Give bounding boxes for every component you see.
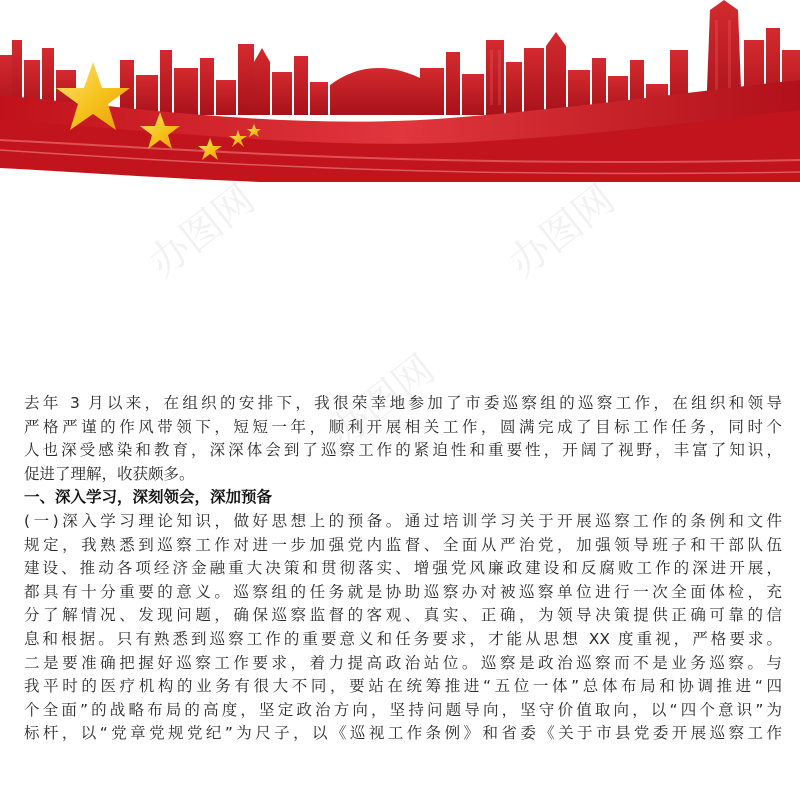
paragraph-line: 我平时的医疗机构的业务有很大不同，要站在统筹推进“五位一体”总体布局和协调推进“四 [24, 677, 782, 696]
paragraph-line: 分了解情况、发现问题，确保巡察监督的客观、真实、正确，为领导决策提供正确可靠的信 [24, 606, 782, 625]
header-banner [0, 0, 800, 190]
paragraph-line: 建设、推动各项经济金融重大决策和贯彻落实、增强党风廉政建设和反腐败工作的深进开展， [24, 559, 782, 578]
watermark: 办图网 [140, 176, 264, 287]
paragraph-line: 息和根据。只有熟悉到巡察工作的重要意义和任务要求，才能从思想 XX 度重视，严格要求。 [24, 629, 782, 648]
paragraph-line: 都具有十分重要的意义。巡察组的任务就是协助巡察办对被巡察单位进行一次全面体检，充 [24, 582, 782, 601]
section-heading: 一、深入学习，深刻领会，深加预备 [24, 488, 273, 507]
paragraph-line: 规定，我熟悉到巡察工作对进一步加强党内监督、全面从严治党，加强领导班子和干部队伍 [24, 535, 782, 554]
paragraph-line: 标杆，以“党章党规党纪”为尺子，以《巡视工作条例》和省委《关于市县党委开展巡察工作 [24, 724, 782, 743]
paragraph-line: 人也深受感染和教育，深深体会到了巡察工作的紧迫性和重要性，开阔了视野，丰富了知识， [24, 441, 782, 460]
watermark: 办图网 [500, 176, 624, 287]
watermark: 办图网 [320, 346, 444, 457]
paragraph-line: 严格严谨的作风带领下，短短一年，顺利开展相关工作，圆满完成了目标工作任务，同时个 [24, 417, 782, 436]
document-body [24, 392, 782, 746]
paragraph-line: 二是要准确把握好巡察工作要求，着力提高政治站位。巡察是政治巡察而不是业务巡察。与 [24, 653, 782, 672]
paragraph-line: 促进了理解，收获颇多。 [24, 464, 195, 483]
paragraph-line: (一)深入学习理论知识，做好思想上的预备。通过培训学习关于开展巡察工作的条例和文件 [24, 511, 782, 530]
paragraph-line: 去年 3 月以来，在组织的安排下，我很荣幸地参加了市委巡察组的巡察工作，在组织和领导 [24, 394, 782, 412]
paragraph-line: 个全面”的战略布局的高度，坚定政治方向，坚持问题导向，坚守价值取向，以“四个意识”为 [24, 700, 782, 719]
